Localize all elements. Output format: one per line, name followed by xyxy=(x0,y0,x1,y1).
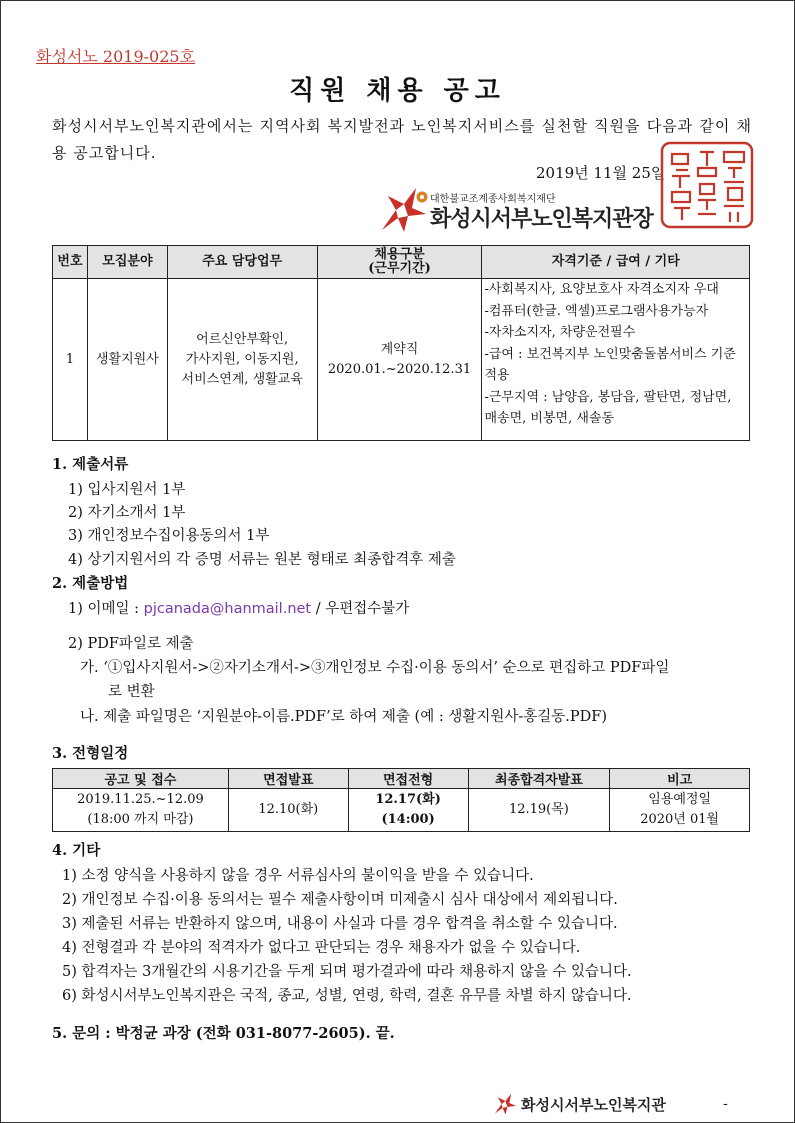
remark-date: 2020년 01월 xyxy=(640,812,720,827)
pdf-label: 2) PDF파일로 제출 xyxy=(68,636,194,652)
footer-logo xyxy=(493,1090,753,1120)
section-4-item: 2) 개인정보 수집·이용 동의서는 필수 제출사항이며 미제출시 심사 대상에서 제외됩니다. xyxy=(62,892,618,908)
recruitment-table xyxy=(52,245,750,441)
table-row xyxy=(53,279,750,441)
logo-organization-text: 대한불교조계종사회복지재단 xyxy=(430,194,556,205)
page-title: 직원 채용 공고 xyxy=(289,76,506,106)
duty-line: 서비스연계, 생활교육 xyxy=(181,371,303,387)
section-4-item: 5) 합격자는 3개월간의 시용기간을 두게 되며 평가결과에 따라 채용하지 않을 수 있습니다. xyxy=(62,964,632,980)
duty-line: 어르신안부확인, xyxy=(196,331,289,347)
section-1-item: 4) 상기지원서의 각 증명 서류는 원본 형태로 최종합격후 제출 xyxy=(68,552,456,568)
logo-name-text: 화성시서부노인복지관장 xyxy=(430,207,653,232)
row-employment-type xyxy=(317,279,482,441)
interview-time: (14:00) xyxy=(381,812,435,827)
section-5-contact: 5. 문의 : 박정균 과장 (전화 031-8077-2605). 끝. xyxy=(52,1025,395,1042)
row-requirements xyxy=(482,279,750,441)
employment-period: 2020.01.~2020.12.31 xyxy=(327,361,472,377)
section-4-item: 3) 제출된 서류는 반환하지 않으며, 내용이 사실과 다를 경우 합격을 취소할 수 있습니다. xyxy=(62,916,618,932)
footer-dash: - xyxy=(723,1096,728,1112)
requirement-item: -컴퓨터(한글. 엑셀)프로그램사용가능자 xyxy=(484,303,709,319)
document-number: 화성서노 2019-025호 xyxy=(36,47,196,66)
footer-name: 화성시서부노인복지관 xyxy=(521,1096,666,1114)
schedule-header: 최종합격자발표 xyxy=(468,769,610,789)
requirement-item: -근무지역 : 남양읍, 봉담읍, 팔탄면, 정남면, 매송면, 비봉면, 새솔동 xyxy=(484,389,732,426)
buddhist-emblem-icon xyxy=(416,191,428,203)
email-prefix: 1) 이메일 : xyxy=(68,601,144,617)
requirement-item: -사회복지사, 요양보호사 자격소지자 우대 xyxy=(484,282,719,297)
schedule-header: 면접전형 xyxy=(348,769,468,789)
row-field: 생활지원사 xyxy=(87,279,167,441)
schedule-table xyxy=(52,768,750,832)
section-4-item: 6) 화성시서부노인복지관은 국적, 종교, 성별, 연령, 학력, 결혼 유무를 차별 하지 않습니다. xyxy=(62,988,632,1004)
requirement-item: -급여 : 보건복지부 노인맞춤돌봄서비스 기준적용 xyxy=(484,346,736,383)
schedule-remark xyxy=(610,789,750,832)
duty-line: 가사지원, 이동지원, xyxy=(185,351,299,367)
pdf-instruction-na: 나. 제출 파일명은 ‘지원분야-이름.PDF’로 하여 제출 (예 : 생활지원사-홍길동.PDF) xyxy=(80,709,607,725)
employment-type: 계약직 xyxy=(380,341,419,357)
schedule-header: 비고 xyxy=(610,769,750,789)
section-2-heading: 2. 제출방법 xyxy=(52,575,129,592)
schedule-final: 12.19(목) xyxy=(468,789,610,832)
header-employment-type: 채용구분 (근무기간) xyxy=(317,246,482,279)
section-1-item: 3) 개인정보수집이용동의서 1부 xyxy=(68,528,270,544)
row-number: 1 xyxy=(53,279,88,441)
schedule-row xyxy=(53,789,750,832)
schedule-header-row xyxy=(53,769,750,789)
requirement-item: -자차소지자, 차량운전필수 xyxy=(484,325,636,340)
schedule-interview-announce: 12.10(화) xyxy=(228,789,348,832)
remark-label: 임용예정일 xyxy=(648,792,712,807)
section-3-heading: 3. 전형일정 xyxy=(52,745,129,762)
section-4-item: 1) 소정 양식을 사용하지 않을 경우 서류심사의 불이익을 받을 수 있습니다. xyxy=(62,868,534,884)
schedule-interview xyxy=(348,789,468,832)
notice-deadline: (18:00 까지 마감) xyxy=(87,812,194,827)
section-4-item: 4) 전형결과 각 분야의 적격자가 없다고 판단되는 경우 채용자가 없을 수 있습니다. xyxy=(62,940,581,956)
schedule-header: 공고 및 접수 xyxy=(53,769,229,789)
notice-date: 2019년 11월 25일 xyxy=(536,164,666,182)
email-line xyxy=(68,597,409,618)
section-1-heading: 1. 제출서류 xyxy=(52,456,129,473)
interview-date: 12.17(화) xyxy=(375,792,441,807)
email-link[interactable]: pjcanada@hanmail.net xyxy=(143,601,312,617)
section-1-item: 1) 입사지원서 1부 xyxy=(68,482,186,498)
pdf-instruction-ga-cont: 로 변환 xyxy=(108,684,155,700)
notice-period: 2019.11.25.~12.09 xyxy=(77,792,204,807)
header-number: 번호 xyxy=(53,246,88,279)
row-duties xyxy=(167,279,317,441)
header-field: 모집분야 xyxy=(87,246,167,279)
pdf-instruction-ga: 가. ‘①입사지원서->②자기소개서->③개인정보 수집·이용 동의서’ 순으로 편집하고 PDF파일 xyxy=(80,660,670,676)
header-duties: 주요 담당업무 xyxy=(167,246,317,279)
footer-logo-mark-icon xyxy=(493,1092,517,1116)
schedule-notice xyxy=(53,789,229,832)
section-4-heading: 4. 기타 xyxy=(52,842,101,859)
organization-logo xyxy=(378,186,678,236)
table-header-row xyxy=(53,246,750,279)
schedule-header: 면접발표 xyxy=(228,769,348,789)
intro-paragraph: 화성시서부노인복지관에서는 지역사회 복지발전과 노인복지서비스를 실천할 직원을 다음과 같이 채용 공고합니다. xyxy=(52,117,752,162)
email-suffix: / 우편접수불가 xyxy=(311,601,410,617)
header-requirements: 자격기준 / 급여 / 기타 xyxy=(482,246,750,279)
section-1-item: 2) 자기소개서 1부 xyxy=(68,505,186,521)
